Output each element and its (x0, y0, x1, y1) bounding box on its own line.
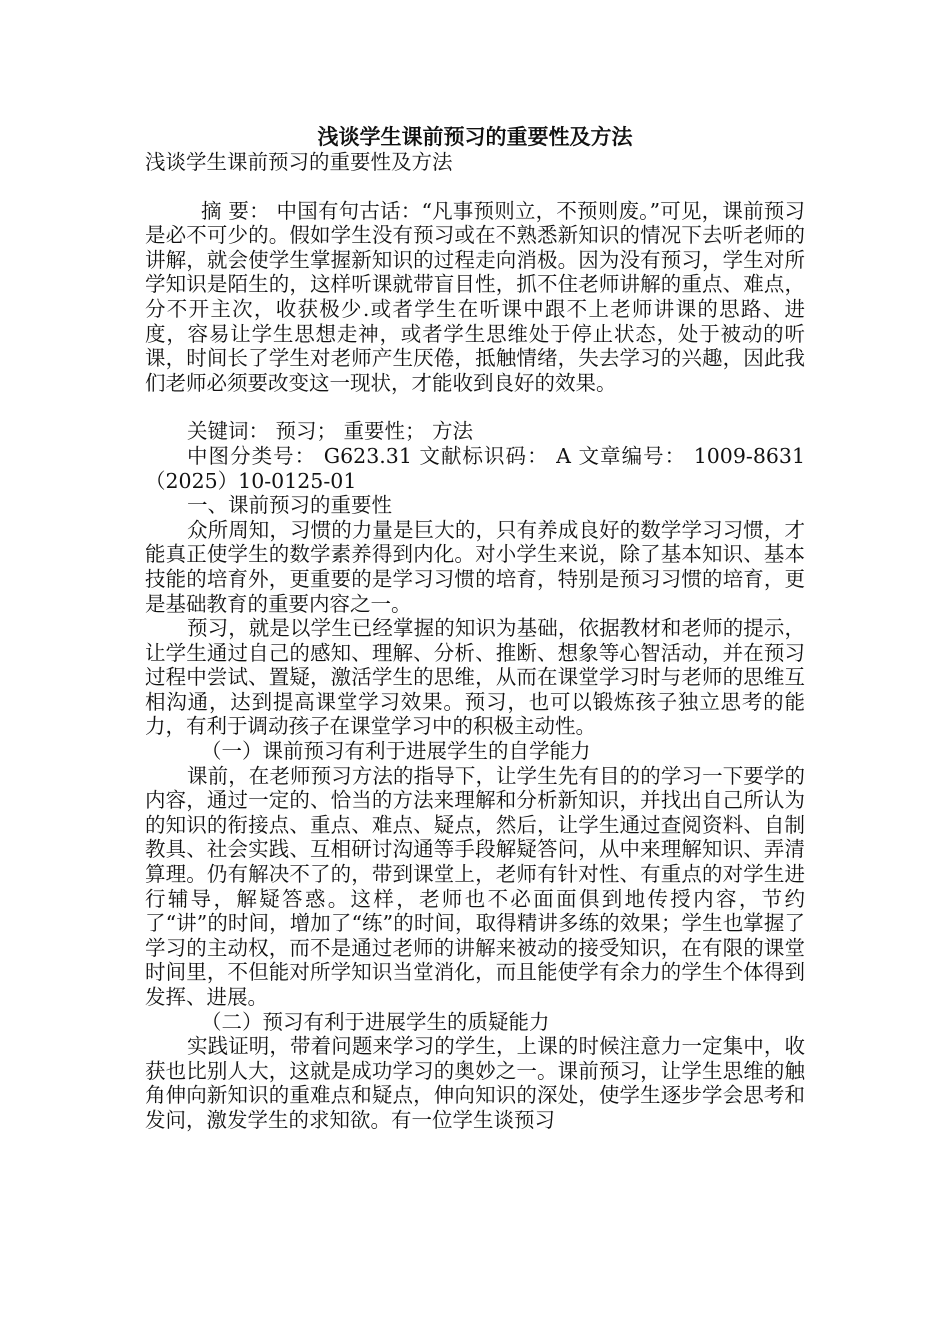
section-heading: 一、课前预习的重要性 (187, 493, 392, 518)
subsection-heading: （二）预习有利于进展学生的质疑能力 (201, 1009, 550, 1034)
body-paragraph: 实践证明，带着问题来学习的学生，上课的时候注意力一定集中，收获也比别人大，这就是成功学习的奥妙之一。课前预习，让学生思维的触角伸向新知识的重难点和疑点，伸向知识的深处，使学生逐步学会思考和发问，激发学生的求知欲。有一位学生谈预习 (145, 1034, 805, 1132)
abstract-paragraph: 摘 要： 中国有句古话：“凡事预则立，不预则废。”可见，课前预习是必不可少的。假如学生没有预习或在不熟悉新知识的情况下去听老师的讲解，就会使学生掌握新知识的过程走向消极。因为没有预习，学生对所学知识是陌生的，这样听课就带盲目性，抓不住老师讲解的重点、难点，分不开主次，收获极少.或者学生在听课中跟不上老师讲课的思路、进度，容易让学生思想走神，或者学生思维处于停止状态，处于被动的听课，时间长了学生对老师产生厌倦，抵触情绪，失去学习的兴趣，因此我们老师必须要改变这一现状，才能收到良好的效果。 (145, 198, 805, 395)
document-page (145, 124, 805, 1133)
body-paragraph: 预习，就是以学生已经掌握的知识为基础，依据教材和老师的提示，让学生通过自己的感知、理解、分析、推断、想象等心智活动，并在预习过程中尝试、置疑，激活学生的思维，从而在课堂学习时与老师的思维互相沟通，达到提高课堂学习效果。预习，也可以锻炼孩子独立思考的能力，有利于调动孩子在课堂学习中的积极主动性。 (145, 616, 805, 739)
document-subtitle: 浅谈学生课前预习的重要性及方法 (145, 150, 453, 174)
document-title: 浅谈学生课前预习的重要性及方法 (317, 124, 633, 149)
body-paragraph: 课前，在老师预习方法的指导下，让学生先有目的的学习一下要学的内容，通过一定的、恰当的方法来理解和分析新知识，并找出自己所认为的知识的衔接点、重点、难点、疑点，然后，让学生通过查阅资料、自制教具、社会实践、互相研讨沟通等手段解疑答问，从中来理解知识、弄清算理。仍有解决不了的，带到课堂上，老师有针对性、有重点的对学生进行辅导，解疑答惑。这样，老师也不必面面俱到地传授内容，节约了“讲”的时间，增加了“练”的时间，取得精讲多练的效果；学生也掌握了学习的主动权，而不是通过老师的讲解来被动的接受知识，在有限的课堂时间里，不但能对所学知识当堂消化，而且能使学有余力的学生个体得到发挥、进展。 (145, 763, 805, 1009)
keywords-line: 关键词： 预习； 重要性； 方法 (187, 419, 474, 444)
classification-line: 中图分类号： G623.31 文献标识码： A 文章编号： 1009-8631（2025）10-0125-01 (145, 443, 805, 493)
body-paragraph: 众所周知，习惯的力量是巨大的，只有养成良好的数学学习习惯，才能真正使学生的数学素养得到内化。对小学生来说，除了基本知识、基本技能的培育外，更重要的是学习习惯的培育，特别是预习习惯的培育，更是基础教育的重要内容之一。 (145, 517, 805, 616)
subsection-heading: （一）课前预习有利于进展学生的自学能力 (201, 739, 591, 764)
